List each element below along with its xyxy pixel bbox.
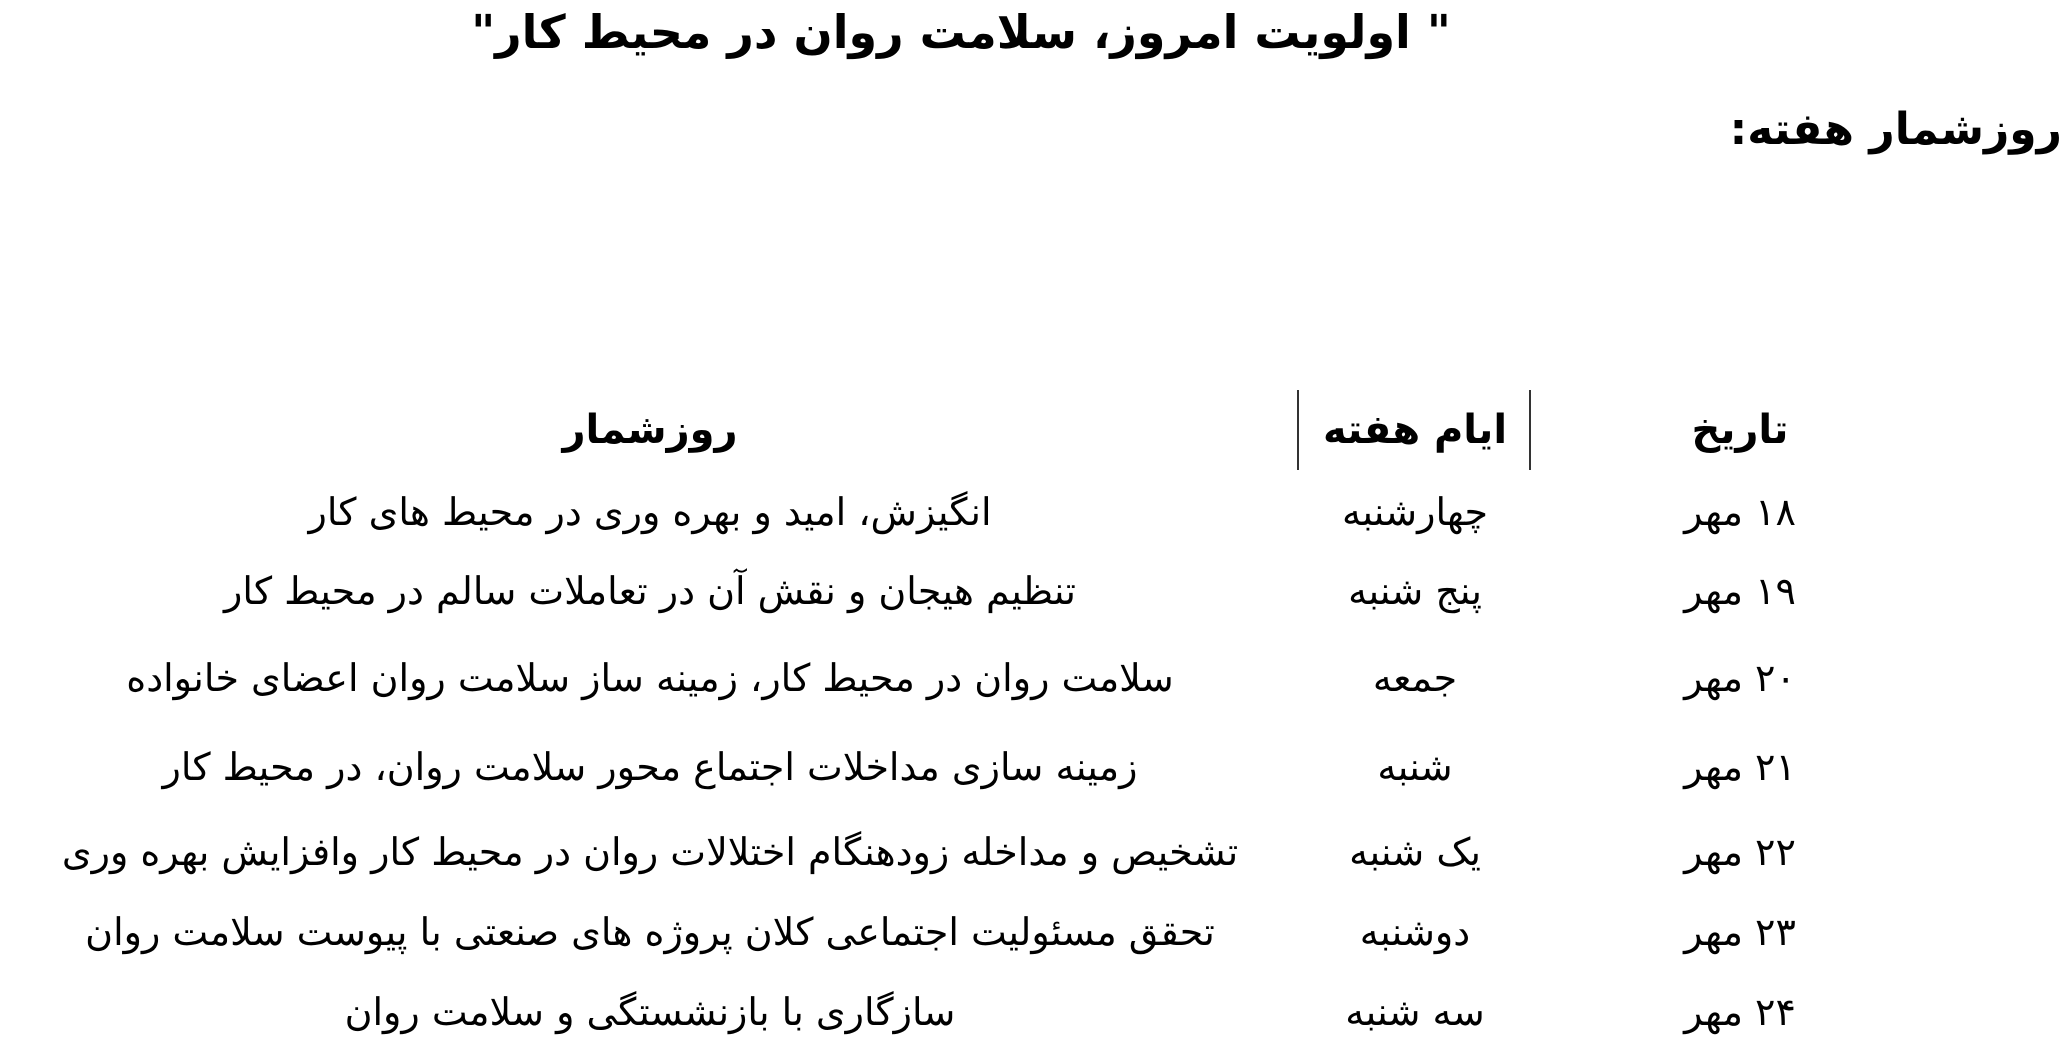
cell-topic: زمینه سازی مداخلات اجتماع محور سلامت روان، در محیط کار — [162, 745, 1138, 789]
cell-day: سه شنبه — [1345, 990, 1485, 1034]
column-header-topic: روزشمار — [562, 407, 738, 453]
cell-date: ۲۱ مهر — [1684, 745, 1796, 789]
cell-topic: انگیزش، امید و بهره وری در محیط های کار — [308, 490, 992, 534]
cell-topic: تشخیص و مداخله زودهنگام اختلالات روان در محیط کار وافزایش بهره وری — [61, 830, 1239, 874]
cell-topic: تحقق مسئولیت اجتماعی کلان پروژه های صنعتی با پیوست سلامت روان — [85, 910, 1215, 954]
column-divider — [1297, 390, 1299, 470]
cell-day: شنبه — [1377, 745, 1453, 789]
cell-day: دوشنبه — [1359, 910, 1471, 954]
table-row — [0, 474, 2070, 550]
table-row — [0, 974, 2070, 1050]
cell-day: پنج شنبه — [1348, 569, 1482, 613]
cell-day: یک شنبه — [1349, 830, 1481, 874]
cell-topic: سلامت روان در محیط کار، زمینه ساز سلامت روان اعضای خانواده — [126, 656, 1174, 700]
cell-date: ۲۲ مهر — [1684, 830, 1796, 874]
cell-date: ۲۴ مهر — [1684, 990, 1796, 1034]
cell-topic: تنظیم هیجان و نقش آن در تعاملات سالم در محیط کار — [224, 569, 1076, 613]
table-row — [0, 814, 2070, 890]
cell-date: ۲۰ مهر — [1684, 656, 1796, 700]
cell-day: جمعه — [1372, 656, 1458, 700]
column-header-date: تاریخ — [1691, 407, 1789, 453]
cell-day: چهارشنبه — [1341, 490, 1489, 534]
cell-date: ۱۸ مهر — [1684, 490, 1796, 534]
cell-date: ۲۳ مهر — [1684, 910, 1796, 954]
section-heading: روزشمار هفته: — [1729, 104, 2062, 155]
table-row — [0, 640, 2070, 716]
column-header-day: ایام هفته — [1322, 407, 1508, 453]
table-row — [0, 894, 2070, 970]
document-title: " اولویت امروز، سلامت روان در محیط کار" — [471, 5, 1451, 59]
column-divider — [1529, 390, 1531, 470]
table-row — [0, 729, 2070, 805]
table-row — [0, 553, 2070, 629]
cell-date: ۱۹ مهر — [1684, 569, 1796, 613]
cell-topic: سازگاری با بازنشستگی و سلامت روان — [344, 990, 956, 1034]
